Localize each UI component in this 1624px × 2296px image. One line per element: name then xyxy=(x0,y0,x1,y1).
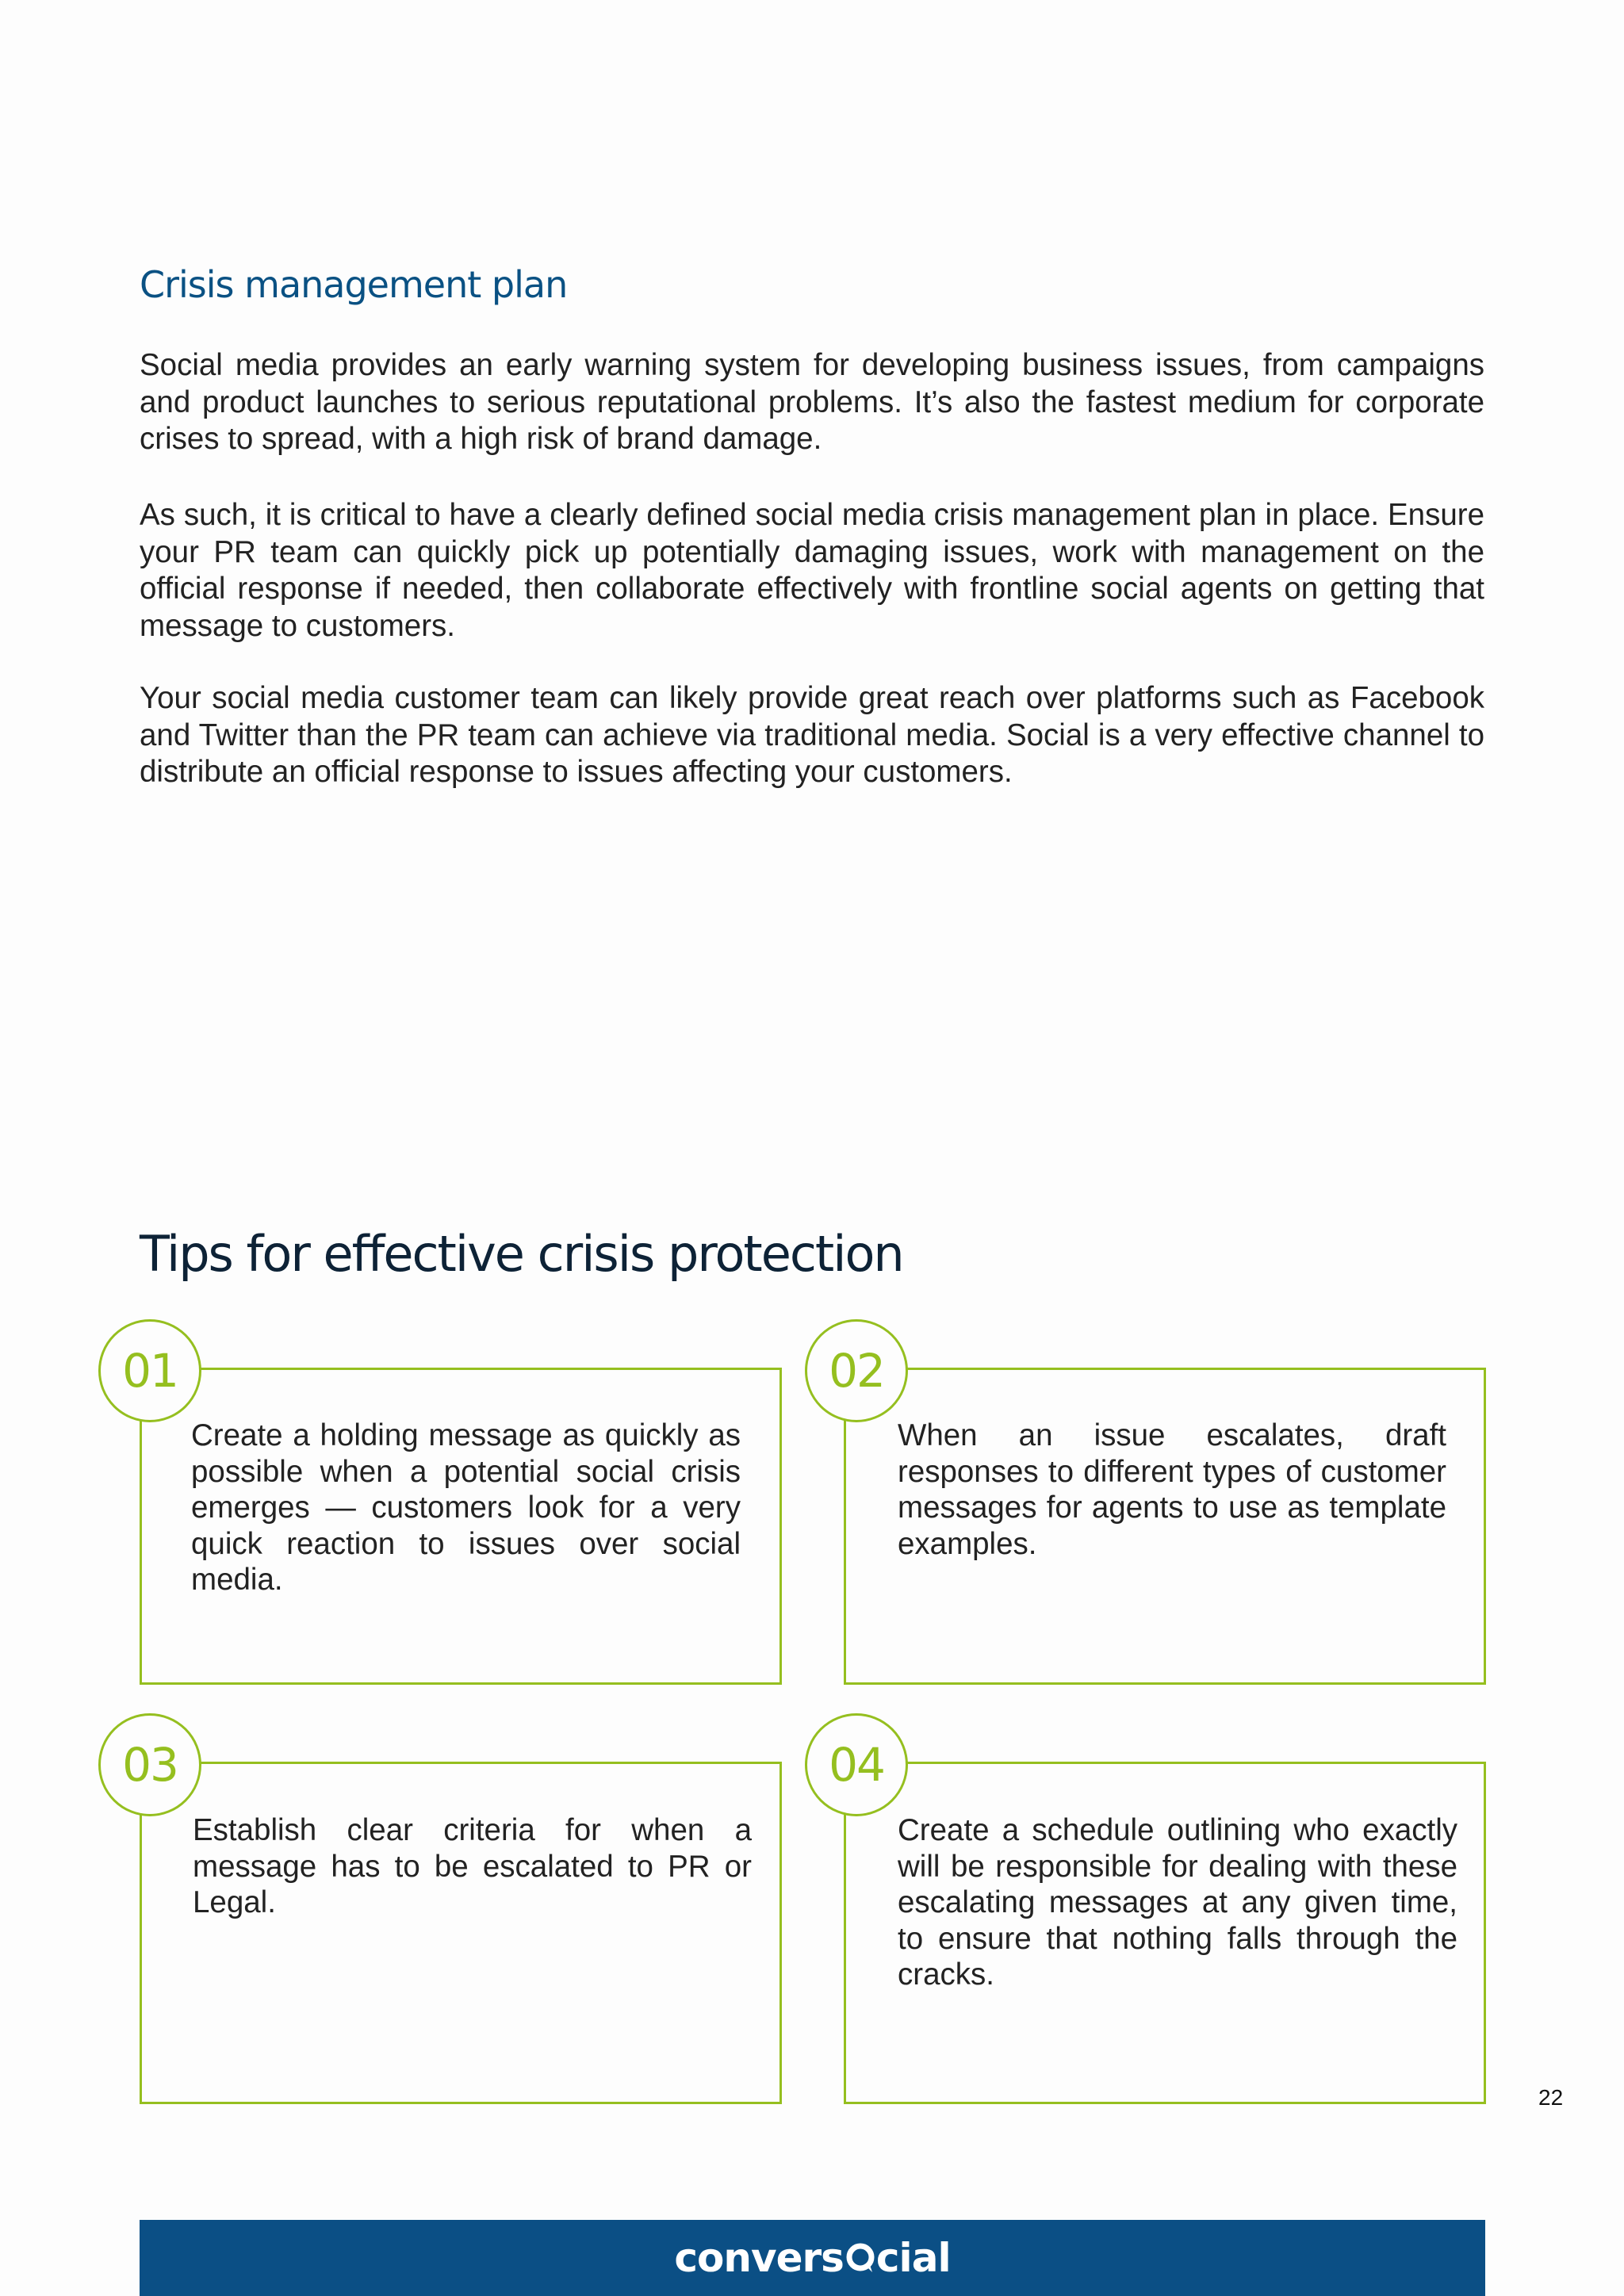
conversocial-logo xyxy=(674,2235,950,2281)
tip-text-03: Establish clear criteria for when a message has to be escalated to PR or Legal. xyxy=(193,1813,752,1919)
tip-text-02: When an issue escalates, draft responses to different types of customer messages for agents to use as template examples. xyxy=(898,1418,1446,1561)
tip-text-01: Create a holding message as quickly as possible when a potential social crisis emerges — customers look for a very quick reaction to issues over social media. xyxy=(191,1418,741,1597)
tip-number-badge-04: 04 xyxy=(805,1713,908,1816)
tip-text-04: Create a schedule outlining who exactly will be responsible for dealing with these escalating messages at any given time, to ensure that nothing falls through the cracks. xyxy=(898,1813,1457,1992)
paragraph-social-reach: Your social media customer team can likely provide great reach over platforms such as Facebook and Twitter than the PR team can achieve via traditional media. Social is a very effective channel to distribute an official response to issues affecting your customers. xyxy=(140,681,1484,789)
paragraph-crisis-plan: As such, it is critical to have a clearly defined social media crisis management plan in place. Ensure your PR team can quickly pick up potentially damaging issues, work with management on the official response if needed, then collaborate effectively with frontline social agents on getting that message to customers. xyxy=(140,498,1484,643)
tips-title: Tips for effective crisis protection xyxy=(140,1225,903,1283)
logo-text-start: convers xyxy=(674,2235,844,2281)
logo-text-end: cial xyxy=(875,2235,951,2281)
tip-number-badge-03: 03 xyxy=(98,1713,201,1816)
speech-bubble-icon xyxy=(845,2242,875,2274)
paragraph-early-warning: Social media provides an early warning system for developing business issues, from campaigns and product launches to serious reputational problems. It’s also the fastest medium for corporate crises to spread, with a high risk of brand damage. xyxy=(140,348,1484,456)
page-number: 22 xyxy=(1538,2085,1564,2110)
tip-number-badge-01: 01 xyxy=(98,1319,201,1422)
section-title: Crisis management plan xyxy=(140,263,568,306)
footer-bar xyxy=(140,2220,1485,2296)
tip-number-badge-02: 02 xyxy=(805,1319,908,1422)
